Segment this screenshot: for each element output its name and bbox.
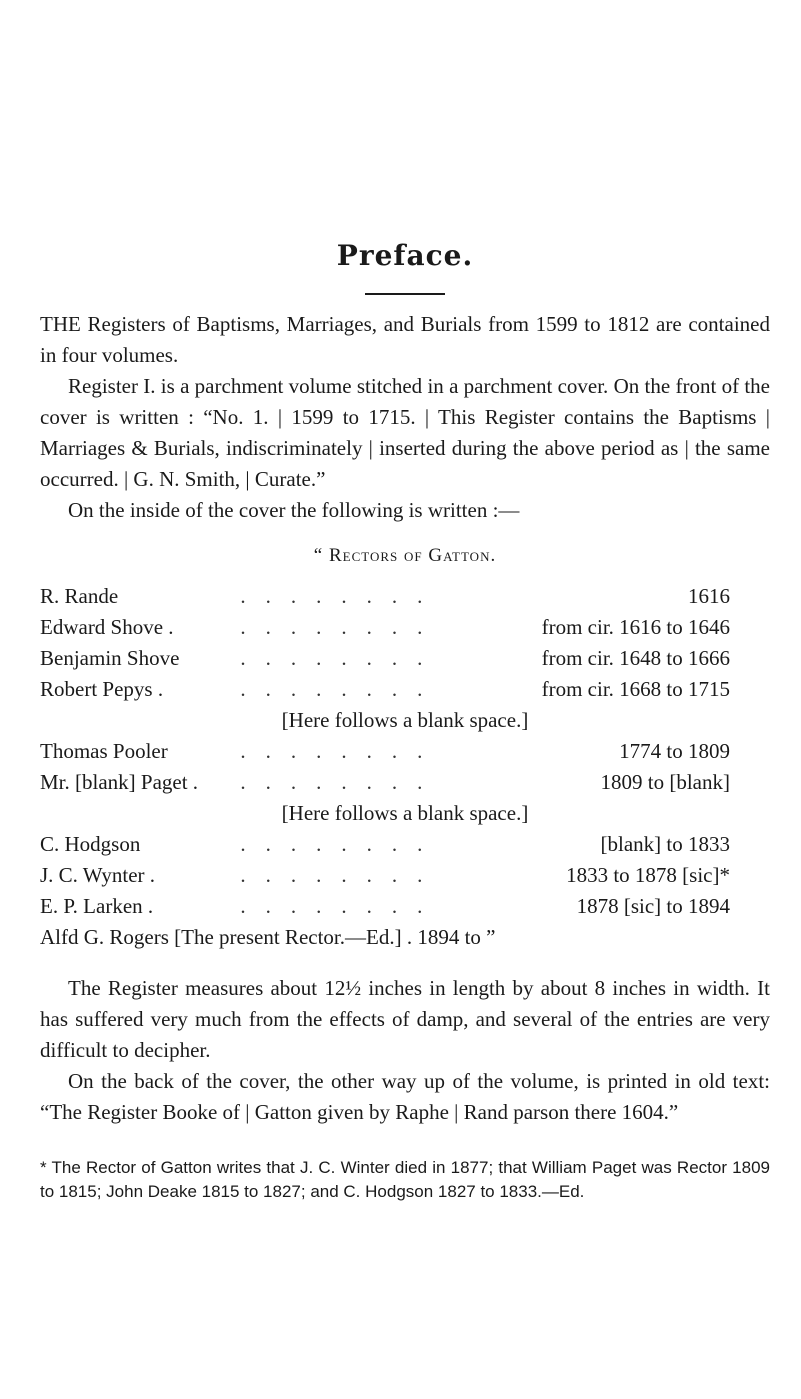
leader-dots: ........ bbox=[240, 646, 443, 670]
rector-name: Edward Shove . bbox=[40, 615, 174, 639]
rector-dates: from cir. 1616 to 1646 bbox=[541, 615, 730, 639]
rector-dates: from cir. 1668 to 1715 bbox=[541, 677, 730, 701]
rector-dates: 1833 to 1878 [sic]* bbox=[566, 863, 730, 887]
rector-name: Mr. [blank] Paget . bbox=[40, 770, 199, 794]
leader-dots: ........ bbox=[240, 894, 443, 918]
rector-row bbox=[40, 767, 770, 798]
leader-dots: ........ bbox=[240, 615, 443, 639]
rector-dates: from cir. 1648 to 1666 bbox=[541, 646, 730, 670]
rector-dates: [blank] to 1833 bbox=[600, 832, 730, 856]
rector-row bbox=[40, 829, 770, 860]
leader-dots: ........ bbox=[240, 863, 443, 887]
rector-row bbox=[40, 860, 770, 891]
rector-row bbox=[40, 736, 770, 767]
leader-dots: ........ bbox=[240, 584, 443, 608]
rectors-list bbox=[40, 581, 770, 953]
rector-row bbox=[40, 612, 770, 643]
rector-dates: 1809 to [blank] bbox=[600, 770, 730, 794]
rector-row-present bbox=[40, 922, 770, 953]
rector-row bbox=[40, 674, 770, 705]
rector-name: E. P. Larken . bbox=[40, 894, 154, 918]
register-description-paragraph: Register I. is a parchment volume stitched in a parchment cover. On the front of the cover is written : “No. 1. | 1599 to 1715. | This Register contains the Baptisms | Marriages & Burials, indiscriminately | inserted during the above period as | the same occurred. | G. N. Smith, | Curate.” bbox=[40, 374, 770, 491]
blank-space-note: [Here follows a blank space.] bbox=[281, 708, 529, 732]
blank-space-note: [Here follows a blank space.] bbox=[281, 801, 529, 825]
preface-page bbox=[40, 0, 770, 1204]
rector-dates: 1774 to 1809 bbox=[619, 739, 730, 763]
leader-dots: ........ bbox=[240, 770, 443, 794]
back-cover-paragraph: On the back of the cover, the other way up of the volume, is printed in old text: “The Register Booke of | Gatton given by Raphe | Rand parson there 1604.” bbox=[40, 1069, 770, 1124]
rector-name: Benjamin Shove bbox=[40, 646, 180, 670]
footnote: * The Rector of Gatton writes that J. C. Winter died in 1877; that William Paget was Rector 1809 to 1815; John Deake 1815 to 1827; and C. Hodgson 1827 to 1833.—Ed. bbox=[40, 1158, 770, 1201]
rector-name: Robert Pepys . bbox=[40, 677, 164, 701]
rector-entry-present: Alfd G. Rogers [The present Rector.—Ed.] . 1894 to ” bbox=[40, 925, 496, 949]
leader-dots: ........ bbox=[240, 739, 443, 763]
page-title: Preface. bbox=[336, 239, 474, 272]
measurements-paragraph: The Register measures about 12½ inches in length by about 8 inches in width. It has suffered very much from the effects of damp, and several of the entries are very difficult to decipher. bbox=[40, 976, 770, 1062]
rector-row bbox=[40, 581, 770, 612]
rectors-heading: “ Rectors of Gatton. bbox=[313, 545, 497, 566]
inside-cover-paragraph: On the inside of the cover the following is written :— bbox=[68, 498, 520, 522]
title-rule bbox=[365, 293, 445, 295]
rector-name: J. C. Wynter . bbox=[40, 863, 156, 887]
rector-name: Thomas Pooler bbox=[40, 739, 168, 763]
leader-dots: ........ bbox=[240, 832, 443, 856]
intro-paragraph: THE Registers of Baptisms, Marriages, and Burials from 1599 to 1812 are contained in four volumes. bbox=[40, 312, 770, 367]
leader-dots: ........ bbox=[240, 677, 443, 701]
rector-row bbox=[40, 891, 770, 922]
rector-dates: 1616 bbox=[688, 584, 730, 608]
rector-row bbox=[40, 643, 770, 674]
rector-name: R. Rande bbox=[40, 584, 119, 608]
rector-dates: 1878 [sic] to 1894 bbox=[576, 894, 730, 918]
rector-name: C. Hodgson bbox=[40, 832, 141, 856]
